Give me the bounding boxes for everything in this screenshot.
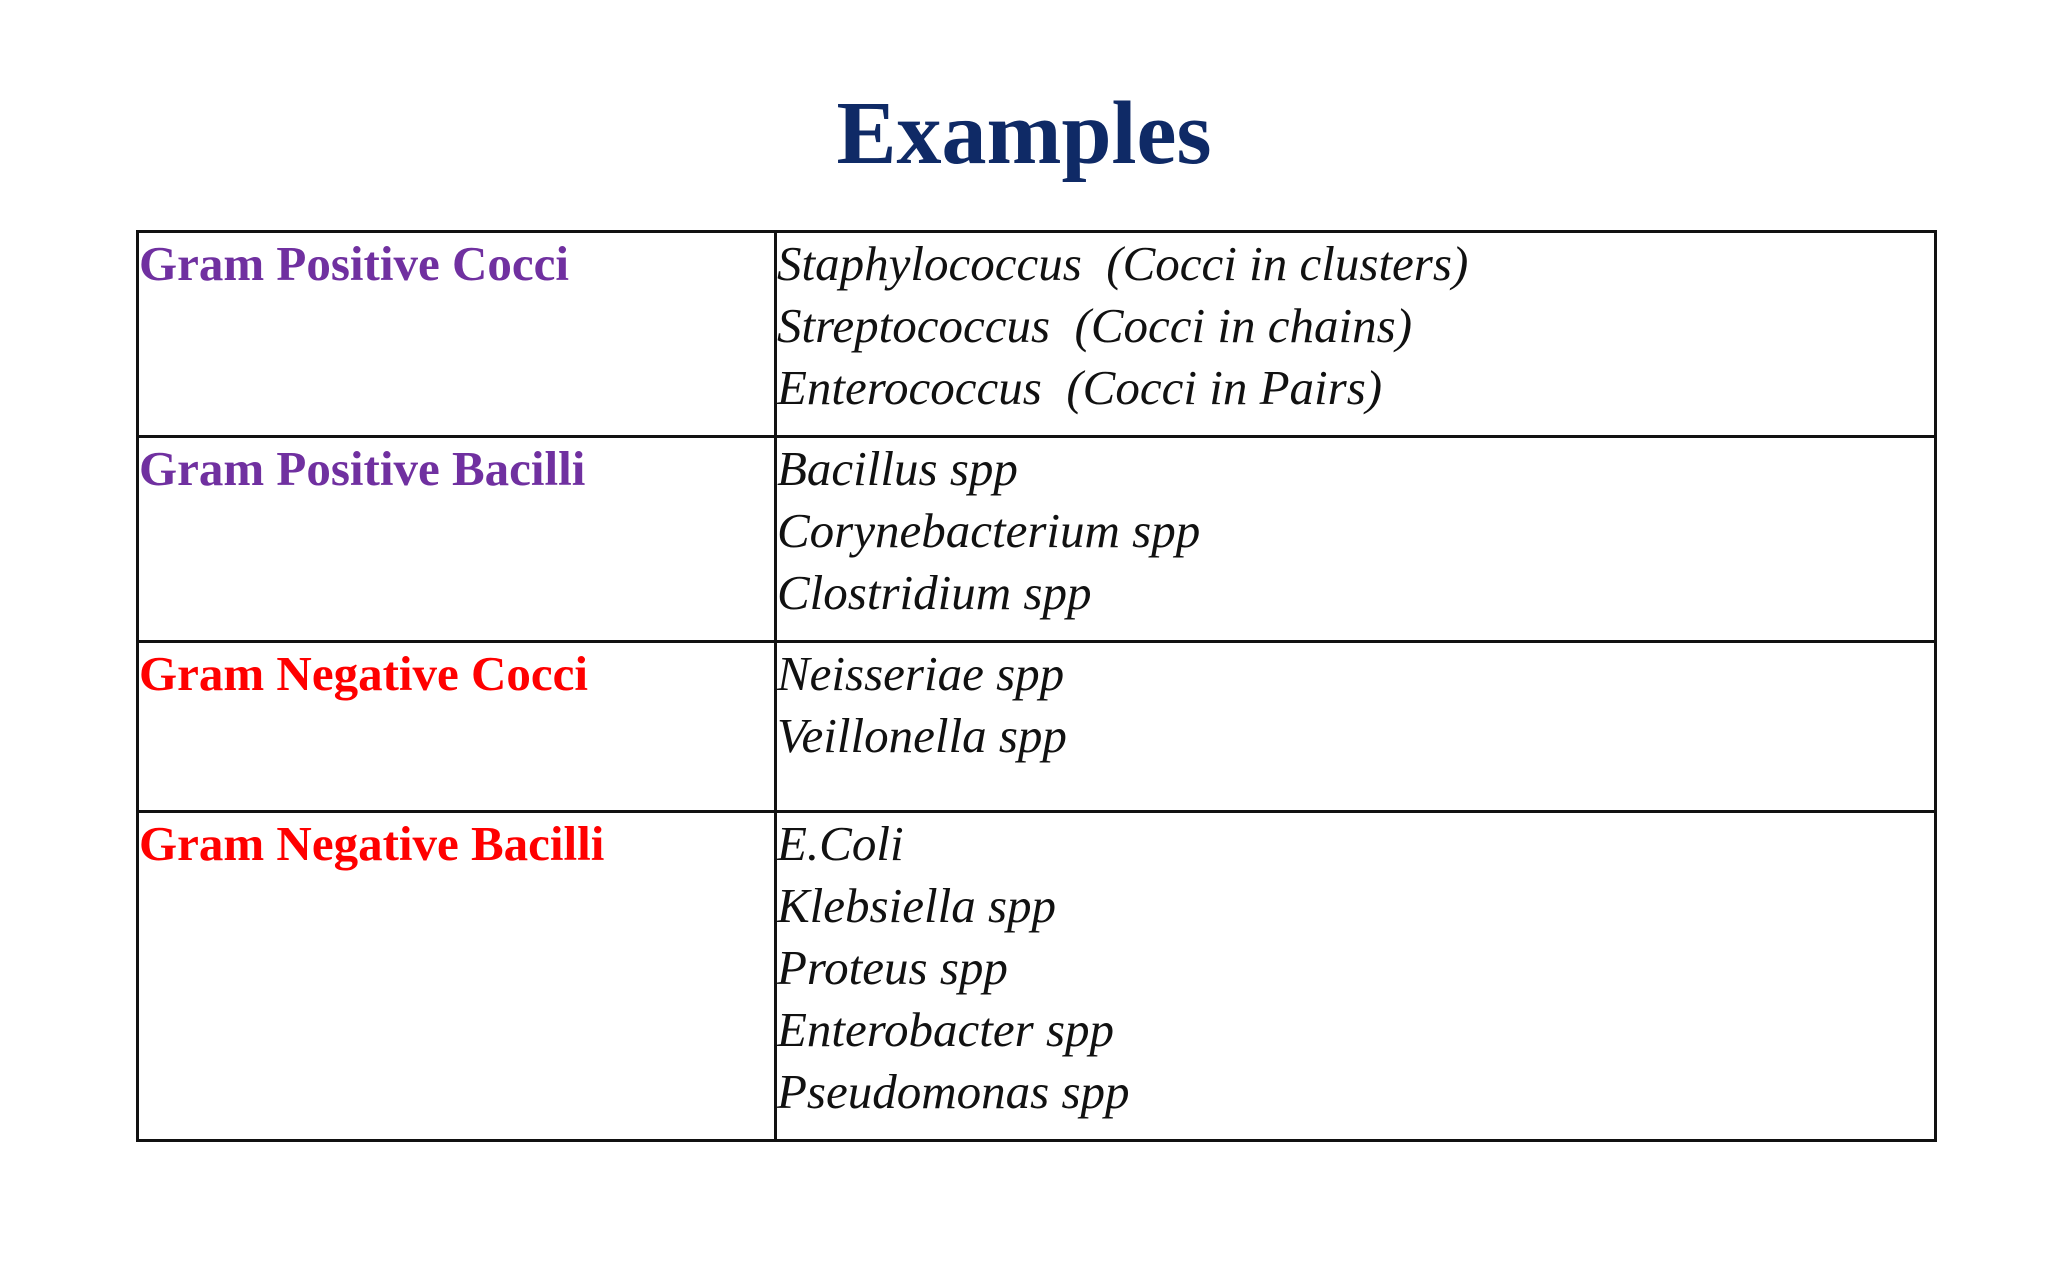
category-label: Gram Positive Cocci (139, 236, 569, 291)
examples-table (136, 230, 1937, 1142)
category-label: Gram Positive Bacilli (139, 441, 586, 496)
examples-list (777, 438, 1934, 624)
table-row (138, 812, 1936, 1141)
table-row (138, 642, 1936, 812)
list-item: Pseudomonas spp (777, 1064, 1130, 1119)
list-item: Bacillus spp (777, 441, 1018, 496)
list-item: Veillonella spp (777, 708, 1067, 763)
list-item: Clostridium spp (777, 565, 1092, 620)
list-item: Staphylococcus (Cocci in clusters) (777, 236, 1469, 291)
examples-cell (776, 437, 1936, 642)
category-cell (138, 232, 776, 437)
slide-title: Examples (836, 84, 1212, 183)
examples-list (777, 233, 1934, 419)
examples-list (777, 643, 1934, 767)
table-row (138, 232, 1936, 437)
list-item: Enterococcus (Cocci in Pairs) (777, 360, 1383, 415)
list-item: Proteus spp (777, 940, 1008, 995)
examples-cell (776, 232, 1936, 437)
list-item: Corynebacterium spp (777, 503, 1201, 558)
category-cell (138, 812, 776, 1141)
list-item: E.Coli (777, 816, 904, 871)
list-item: Klebsiella spp (777, 878, 1057, 933)
category-label: Gram Negative Bacilli (139, 816, 605, 871)
table-row (138, 437, 1936, 642)
category-label: Gram Negative Cocci (139, 646, 588, 701)
list-item: Streptococcus (Cocci in chains) (777, 298, 1413, 353)
examples-cell (776, 642, 1936, 812)
list-item: Enterobacter spp (777, 1002, 1115, 1057)
category-cell (138, 642, 776, 812)
examples-cell (776, 812, 1936, 1141)
category-cell (138, 437, 776, 642)
list-item: Neisseriae spp (777, 646, 1065, 701)
examples-list (777, 813, 1934, 1123)
